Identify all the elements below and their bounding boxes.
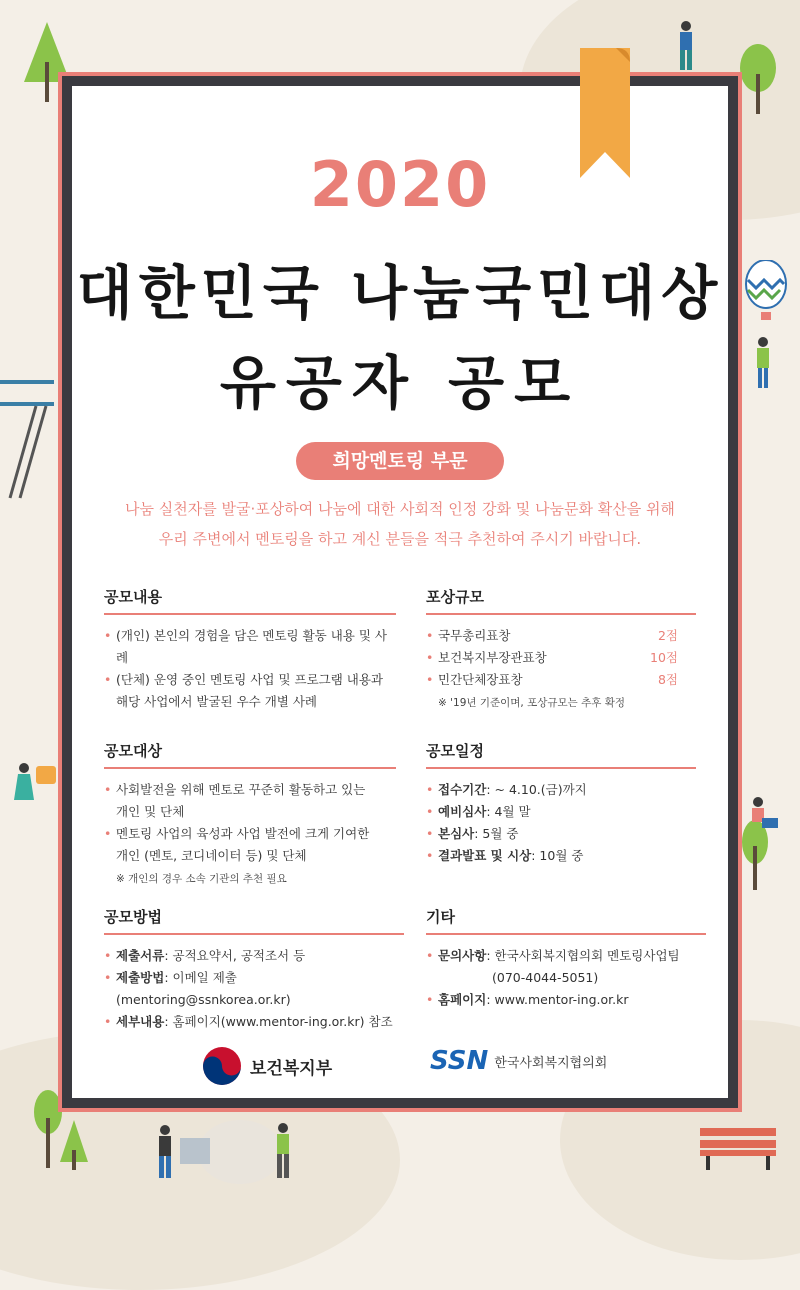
person-illustration (10, 760, 62, 814)
award-name: • 국무총리표창 (438, 628, 511, 643)
list-item: • (단체) 운영 중인 멘토링 사업 및 프로그램 내용과 (104, 669, 396, 691)
method-value: : 공적요약서, 공적조서 등 (164, 948, 306, 963)
person-illustration (746, 796, 780, 840)
method-row (104, 967, 404, 1011)
award-name: • 민간단체장표창 (438, 672, 523, 687)
section-awards (426, 586, 696, 710)
schedule-label: 예비심사 (438, 804, 487, 819)
taegeuk-icon (202, 1046, 242, 1086)
hot-air-balloon-illustration (744, 260, 788, 324)
schedule-row (426, 823, 696, 845)
phone-number: (070-4044-5051) (492, 970, 599, 985)
bench-illustration (700, 1128, 776, 1170)
award-note: ※ '19년 기준이며, 포상규모는 추후 확정 (438, 697, 626, 709)
tree-illustration (738, 44, 778, 114)
list-item-continued: 개인 (멘토, 코디네이터 등) 및 단체 (116, 848, 307, 863)
inquiry-row (426, 945, 706, 967)
poster-card (72, 86, 728, 1098)
person-illustration (152, 1124, 178, 1180)
method-label: 제출서류 (116, 948, 165, 963)
section-etc (426, 906, 706, 1011)
award-row (426, 669, 696, 691)
ssn-logo (430, 1046, 607, 1076)
section-method (104, 906, 404, 1033)
method-label: 제출방법 (116, 970, 165, 985)
award-count: 10점 (650, 650, 678, 665)
ssn-mark: SSN (430, 1046, 489, 1076)
schedule-value: : ~ 4.10.(금)까지 (486, 782, 587, 797)
ministry-logo (202, 1046, 332, 1086)
award-count: 2점 (657, 628, 678, 643)
section-title: 공모일정 (426, 740, 696, 769)
schedule-label: 접수기간 (438, 782, 487, 797)
ladder-illustration (0, 370, 56, 500)
section-title: 공모내용 (104, 586, 396, 615)
title-line-1: 대한민국 나눔국민대상 (76, 259, 724, 327)
section-title: 공모방법 (104, 906, 404, 935)
award-row (426, 647, 696, 669)
list-item: • (개인) 본인의 경험을 담은 멘토링 활동 내용 및 사례 (104, 625, 396, 669)
section-title: 포상규모 (426, 586, 696, 615)
inquiry-phone (426, 967, 706, 989)
schedule-label: 결과발표 및 시상 (438, 848, 532, 863)
intro-line: 나눔 실천자를 발굴·포상하여 나눔에 대한 사회적 인정 강화 및 나눔문화 확산을 위해 (125, 500, 675, 518)
schedule-value: : 4월 말 (486, 804, 531, 819)
section-schedule (426, 740, 696, 867)
schedule-row (426, 801, 696, 823)
method-value: : 이메일 제출(mentoring@ssnkorea.or.kr) (116, 970, 291, 1007)
method-row (104, 945, 404, 967)
schedule-value: : 5월 중 (474, 826, 519, 841)
section-title: 공모대상 (104, 740, 396, 769)
bookmark-ribbon-icon (580, 48, 630, 178)
category-badge: 희망멘토링 부문 (296, 442, 504, 480)
schedule-label: 본심사 (438, 826, 475, 841)
ministry-name: 보건복지부 (250, 1058, 333, 1079)
method-row (104, 1011, 404, 1033)
inquiry-value: : 한국사회복지협의회 멘토링사업팀 (486, 948, 680, 963)
list-item-continued: 해당 사업에서 발굴된 우수 개별 사례 (116, 694, 317, 709)
schedule-row (426, 779, 696, 801)
title-line-2: 유공자 공모 (219, 349, 581, 417)
target-note: ※ 개인의 경우 소속 기관의 추천 필요 (116, 873, 287, 885)
intro-text (72, 494, 728, 554)
section-target (104, 740, 396, 886)
intro-line: 우리 주변에서 멘토링을 하고 계신 분들을 적극 추천하여 주시기 바랍니다. (158, 530, 642, 548)
list-item: • 멘토링 사업의 육성과 사업 발전에 크게 기여한 (104, 823, 396, 845)
person-illustration (672, 20, 702, 72)
person-illustration (270, 1122, 296, 1180)
person-illustration (752, 336, 774, 390)
award-row (426, 625, 696, 647)
award-name: • 보건복지부장관표창 (438, 650, 547, 665)
award-count: 8점 (657, 672, 678, 687)
section-content (104, 586, 396, 713)
inquiry-label: 문의사항 (438, 948, 487, 963)
list-item: • 사회발전을 위해 멘토로 꾸준히 활동하고 있는 (104, 779, 396, 801)
homepage-row (426, 989, 706, 1011)
schedule-value: : 10월 중 (531, 848, 584, 863)
year-heading: 2020 (309, 148, 491, 221)
section-title: 기타 (426, 906, 706, 935)
list-item-continued: 개인 및 단체 (116, 804, 185, 819)
homepage-value: : www.mentor-ing.or.kr (486, 992, 629, 1007)
method-label: 세부내용 (116, 1014, 165, 1029)
schedule-row (426, 845, 696, 867)
method-value: : 홈페이지(www.mentor-ing.or.kr) 참조 (164, 1014, 393, 1029)
ssn-org-name: 한국사회복지협의회 (494, 1055, 608, 1071)
homepage-label: 홈페이지 (438, 992, 487, 1007)
